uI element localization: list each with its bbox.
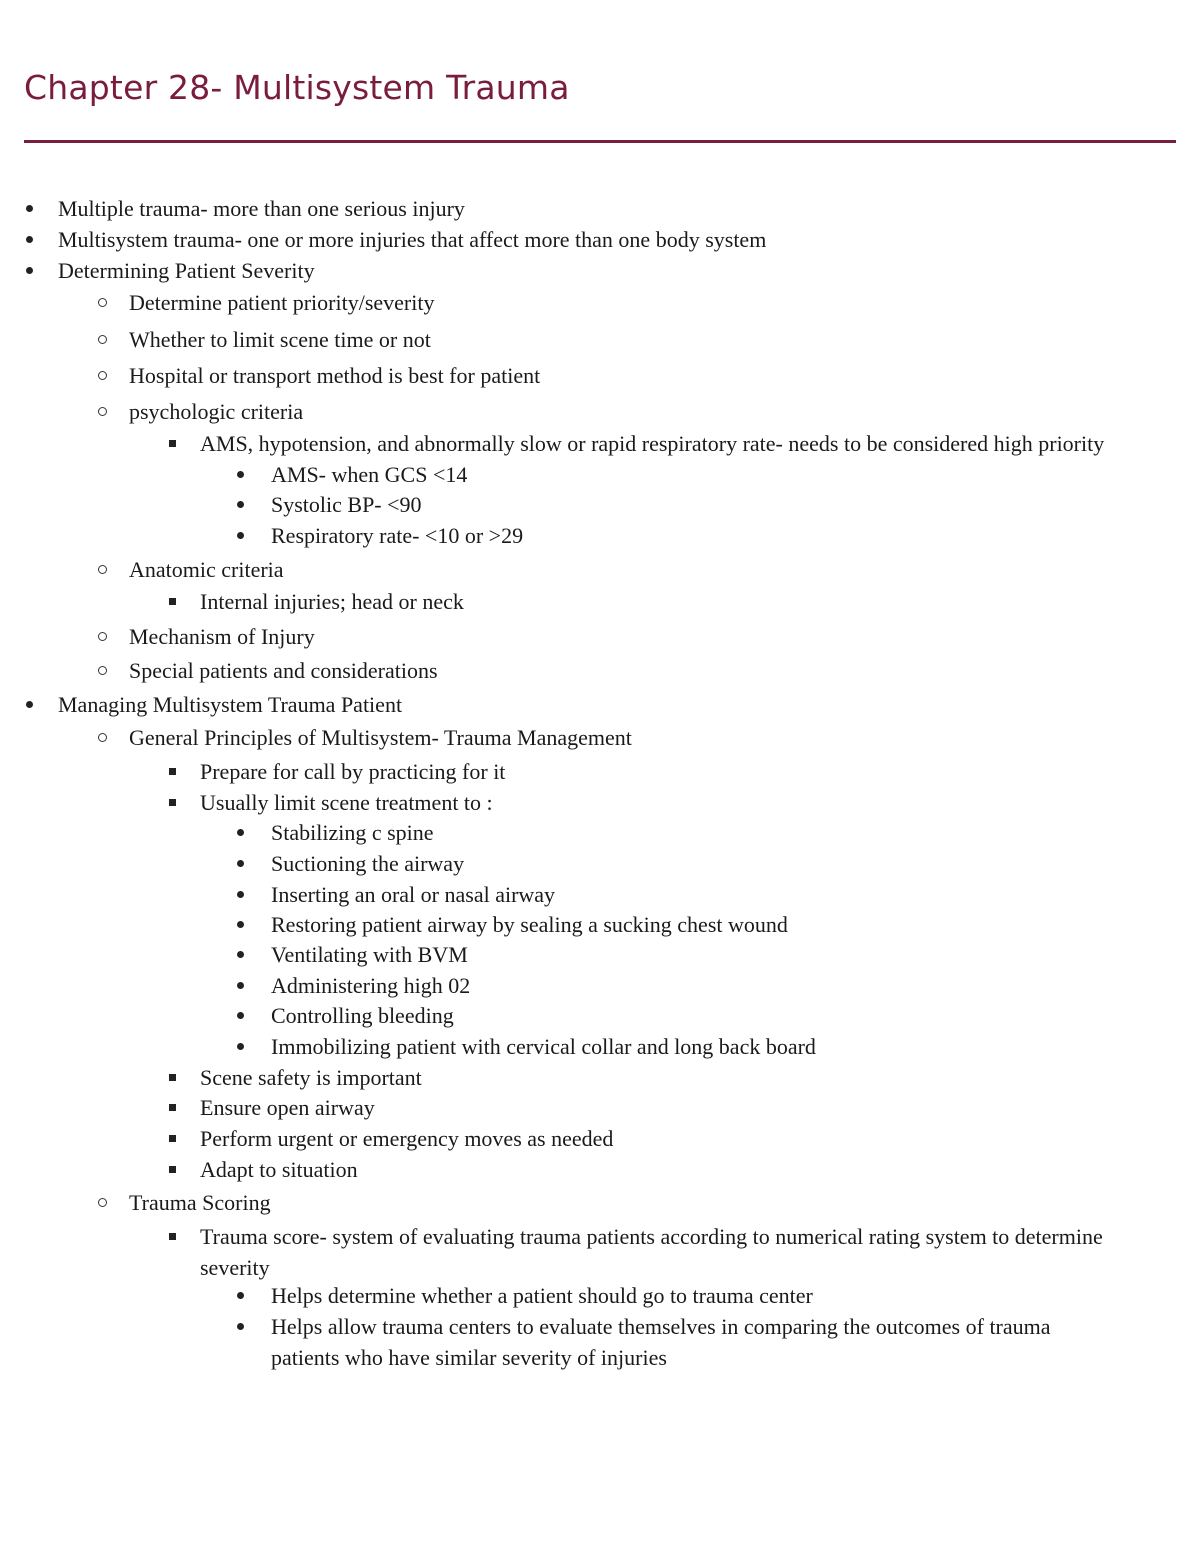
disc-bullet-icon [26,236,33,243]
square-bullet-icon [169,1166,176,1173]
square-bullet-icon [169,440,176,447]
list-item-text: Trauma score- system of evaluating trauma patients according to numerical rating system to determine severity [200,1224,1103,1280]
disc-bullet-icon [237,1012,244,1019]
square-bullet-icon [169,1104,176,1111]
square-bullet-icon [169,1074,176,1081]
disc-bullet-icon [237,1043,244,1050]
list-item-text: Anatomic criteria [129,557,284,582]
title-divider [24,140,1176,143]
list-item-text: Suctioning the airway [271,851,465,876]
circle-bullet-icon [98,335,107,344]
disc-bullet-icon [237,501,244,508]
circle-bullet-icon [98,298,107,307]
square-bullet-icon [169,1135,176,1142]
square-bullet-icon [169,598,176,605]
disc-bullet-icon [237,1323,244,1330]
list-item-text: Systolic BP- <90 [271,492,422,517]
circle-bullet-icon [98,1198,107,1207]
list-item-text: Ventilating with BVM [271,942,468,967]
list-item-text: Adapt to situation [200,1157,358,1182]
square-bullet-icon [169,1233,176,1240]
square-bullet-icon [169,799,176,806]
disc-bullet-icon [237,1292,244,1299]
list-item-text: Administering high 02 [271,973,471,998]
circle-bullet-icon [98,371,107,380]
circle-bullet-icon [98,666,107,675]
list-item-text: Determine patient priority/severity [129,290,435,315]
disc-bullet-icon [237,829,244,836]
list-item-text: Ensure open airway [200,1095,375,1120]
list-item-text: General Principles of Multisystem- Trauma Management [129,725,632,750]
circle-bullet-icon [98,733,107,742]
list-item-text: Usually limit scene treatment to : [200,790,493,815]
list-item-text: Special patients and considerations [129,658,438,683]
list-item-text: Helps determine whether a patient should go to trauma center [271,1283,813,1308]
list-item-text: Multiple trauma- more than one serious injury [58,196,465,221]
list-item-text: Inserting an oral or nasal airway [271,882,556,907]
list-item-text: Helps allow trauma centers to evaluate themselves in comparing the outcomes of trauma patients who have similar severity of injuries [271,1314,1051,1370]
list-item-text: Trauma Scoring [129,1190,271,1215]
disc-bullet-icon [237,860,244,867]
list-item-text: Perform urgent or emergency moves as needed [200,1126,614,1151]
list-item-text: Restoring patient airway by sealing a sucking chest wound [271,912,788,937]
list-item-text: Internal injuries; head or neck [200,589,464,614]
disc-bullet-icon [26,205,33,212]
disc-bullet-icon [237,951,244,958]
circle-bullet-icon [98,407,107,416]
disc-bullet-icon [26,267,33,274]
list-item-text: Multisystem trauma- one or more injuries that affect more than one body system [58,227,767,252]
list-item-text: Scene safety is important [200,1065,422,1090]
list-item-text: psychologic criteria [129,399,304,424]
list-item-text: Stabilizing c spine [271,820,434,845]
list-item-text: Respiratory rate- <10 or >29 [271,523,524,548]
list-item-text: Determining Patient Severity [58,258,315,283]
list-item-text: Whether to limit scene time or not [129,327,431,352]
list-item-text: Prepare for call by practicing for it [200,759,506,784]
disc-bullet-icon [237,532,244,539]
list-item-text: AMS- when GCS <14 [271,462,468,487]
disc-bullet-icon [237,921,244,928]
circle-bullet-icon [98,565,107,574]
disc-bullet-icon [237,891,244,898]
square-bullet-icon [169,768,176,775]
circle-bullet-icon [98,632,107,641]
list-item-text: Immobilizing patient with cervical collar and long back board [271,1034,816,1059]
disc-bullet-icon [237,471,244,478]
disc-bullet-icon [237,982,244,989]
list-item-text: Managing Multisystem Trauma Patient [58,692,403,717]
list-item-text: Hospital or transport method is best for patient [129,363,541,388]
disc-bullet-icon [26,701,33,708]
list-item-text: Controlling bleeding [271,1003,454,1028]
list-item-text: AMS, hypotension, and abnormally slow or rapid respiratory rate- needs to be considered high priority [200,431,1105,456]
list-item-text: Mechanism of Injury [129,624,315,649]
page-title: Chapter 28- Multisystem Trauma [24,68,570,107]
